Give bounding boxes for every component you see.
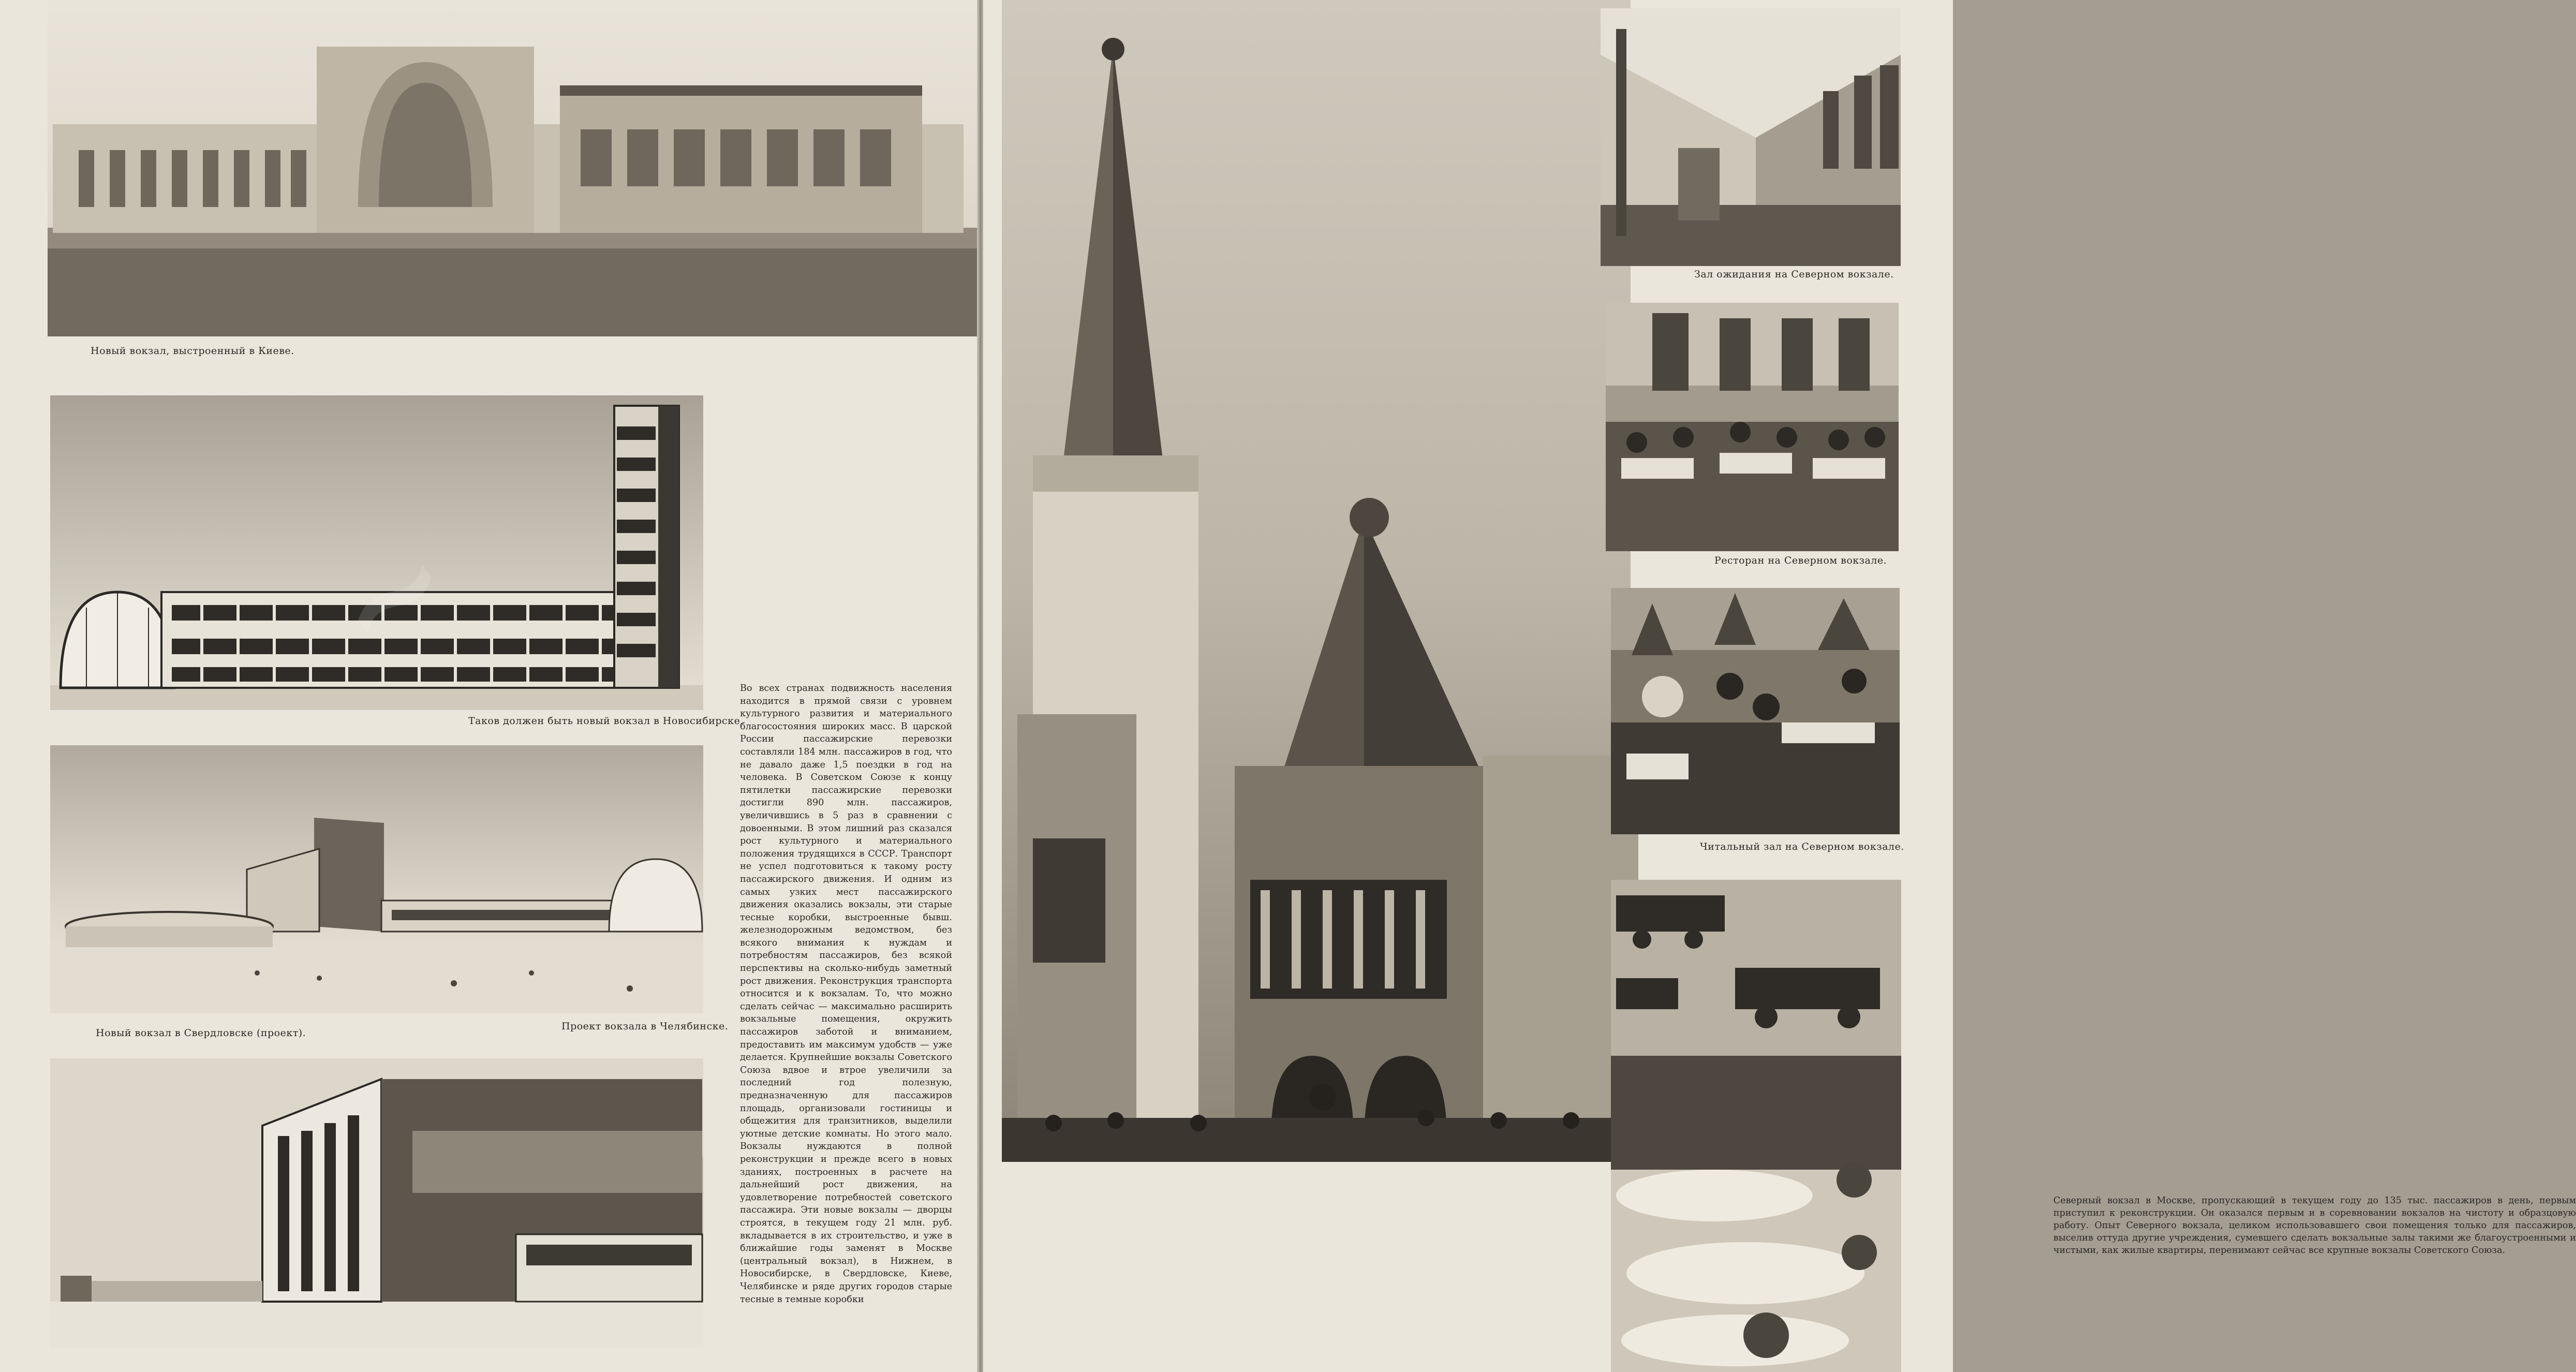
novosibirsk-station-drawing bbox=[50, 395, 703, 710]
waiting-hall-caption: Зал ожидания на Северном вокзале. bbox=[1694, 269, 1894, 280]
restaurant-photo bbox=[1606, 303, 1899, 551]
moscow-station-caption: Северный вокзал в Москве, пропускающий в текущем году до 135 тыс. пассажиров в день, первым приступил к реконструкции. Он оказался первым и в соревновании вокзалов на чистоту и образцовую работу. Опыт Северного вокзала, целиком использовавшего свои помещения только для пассажиров, выселив оттуда другие учреждения, сумевшего сделать вокзальные залы такими же благоустроенными и чистыми, как жилые квартиры, перенимают сейчас все крупные вокзалы Советского Союза. bbox=[2053, 1196, 2576, 1256]
chelyabinsk-caption: Проект вокзала в Челябинске. bbox=[561, 1021, 729, 1032]
moscow-north-station-photo bbox=[1002, 0, 1631, 1162]
reading-hall-caption: Читальный зал на Северном вокзале. bbox=[1700, 841, 1904, 852]
waiting-hall-photo bbox=[1601, 8, 1901, 266]
childrens-room-photo bbox=[1611, 880, 1901, 1372]
right-page bbox=[983, 0, 2576, 1372]
kiev-station-photo bbox=[48, 0, 984, 336]
article-body-text: Во всех странах подвижность населения находится в прямой связи с уровнем культурного развития и материального благосостояния широких масс. В царской России пассажирские перевозки составляли 184 млн. пассажиров в год, что не давало даже 1,5 поездки в год на человека. В Советском Союзе к концу пятилетки пассажирские перевозки достигли 890 млн. пассажиров, увеличившись в 5 раз в сравнении с довоенными. В этом лишний раз сказался рост культурного и материального положения трудящихся в СССР. Транспорт не успел подготовиться к такому росту пассажирского движения. И одним из самых узких мест пассажирского движения оказались вокзалы, эти старые тесные коробки, выстроенные бывш. железнодорожным ведомством, без всякого внимания к нуждам и потребностям пассажиров, без всякой перспективы на сколько-нибудь заметный рост движения. Реконструкция транспорта относится и к вокзалам. То, что можно сделать сейчас — максимально расширить вокзальные помещения, окружить пассажиров заботой и вниманием, предоставить им максимум удобств — уже делается. Крупнейшие вокзалы Советского Союза вдвое и втрое увеличили за последний год полезную, предназначенную для пассажиров площадь, организовали гостиницы и общежития для транзитников, выделили уютные детские комнаты. Но этого мало. Вокзалы нуждаются в полной реконструкции и прежде всего в новых зданиях, построенных в расчете на дальнейший рост движения, на удовлетворение потребностей советского пассажира. Эти новые вокзалы — дворцы строятся, в текущем году 21 млн. руб. вкладывается в их строительство, и уже в ближайшие годы заменят в Москве (центральный вокзал), в Нижнем, в Новосибирске, в Свердловске, Киеве, Челябинске и ряде других городов старые тесные в темные коробки bbox=[740, 683, 952, 1305]
sverdlovsk-chelyabinsk-drawings bbox=[50, 745, 703, 1013]
sverdlovsk-caption: Новый вокзал в Свердловске (проект). bbox=[96, 1027, 306, 1039]
novosibirsk-caption: Таков должен быть новый вокзал в Новосибирске. bbox=[468, 715, 744, 727]
reading-hall-photo bbox=[1611, 588, 1900, 834]
left-page bbox=[0, 0, 978, 1372]
modern-station-drawing bbox=[50, 1058, 703, 1348]
kiev-caption: Новый вокзал, выстроенный в Киеве. bbox=[91, 345, 294, 357]
restaurant-caption: Ресторан на Северном вокзале. bbox=[1714, 555, 1887, 566]
